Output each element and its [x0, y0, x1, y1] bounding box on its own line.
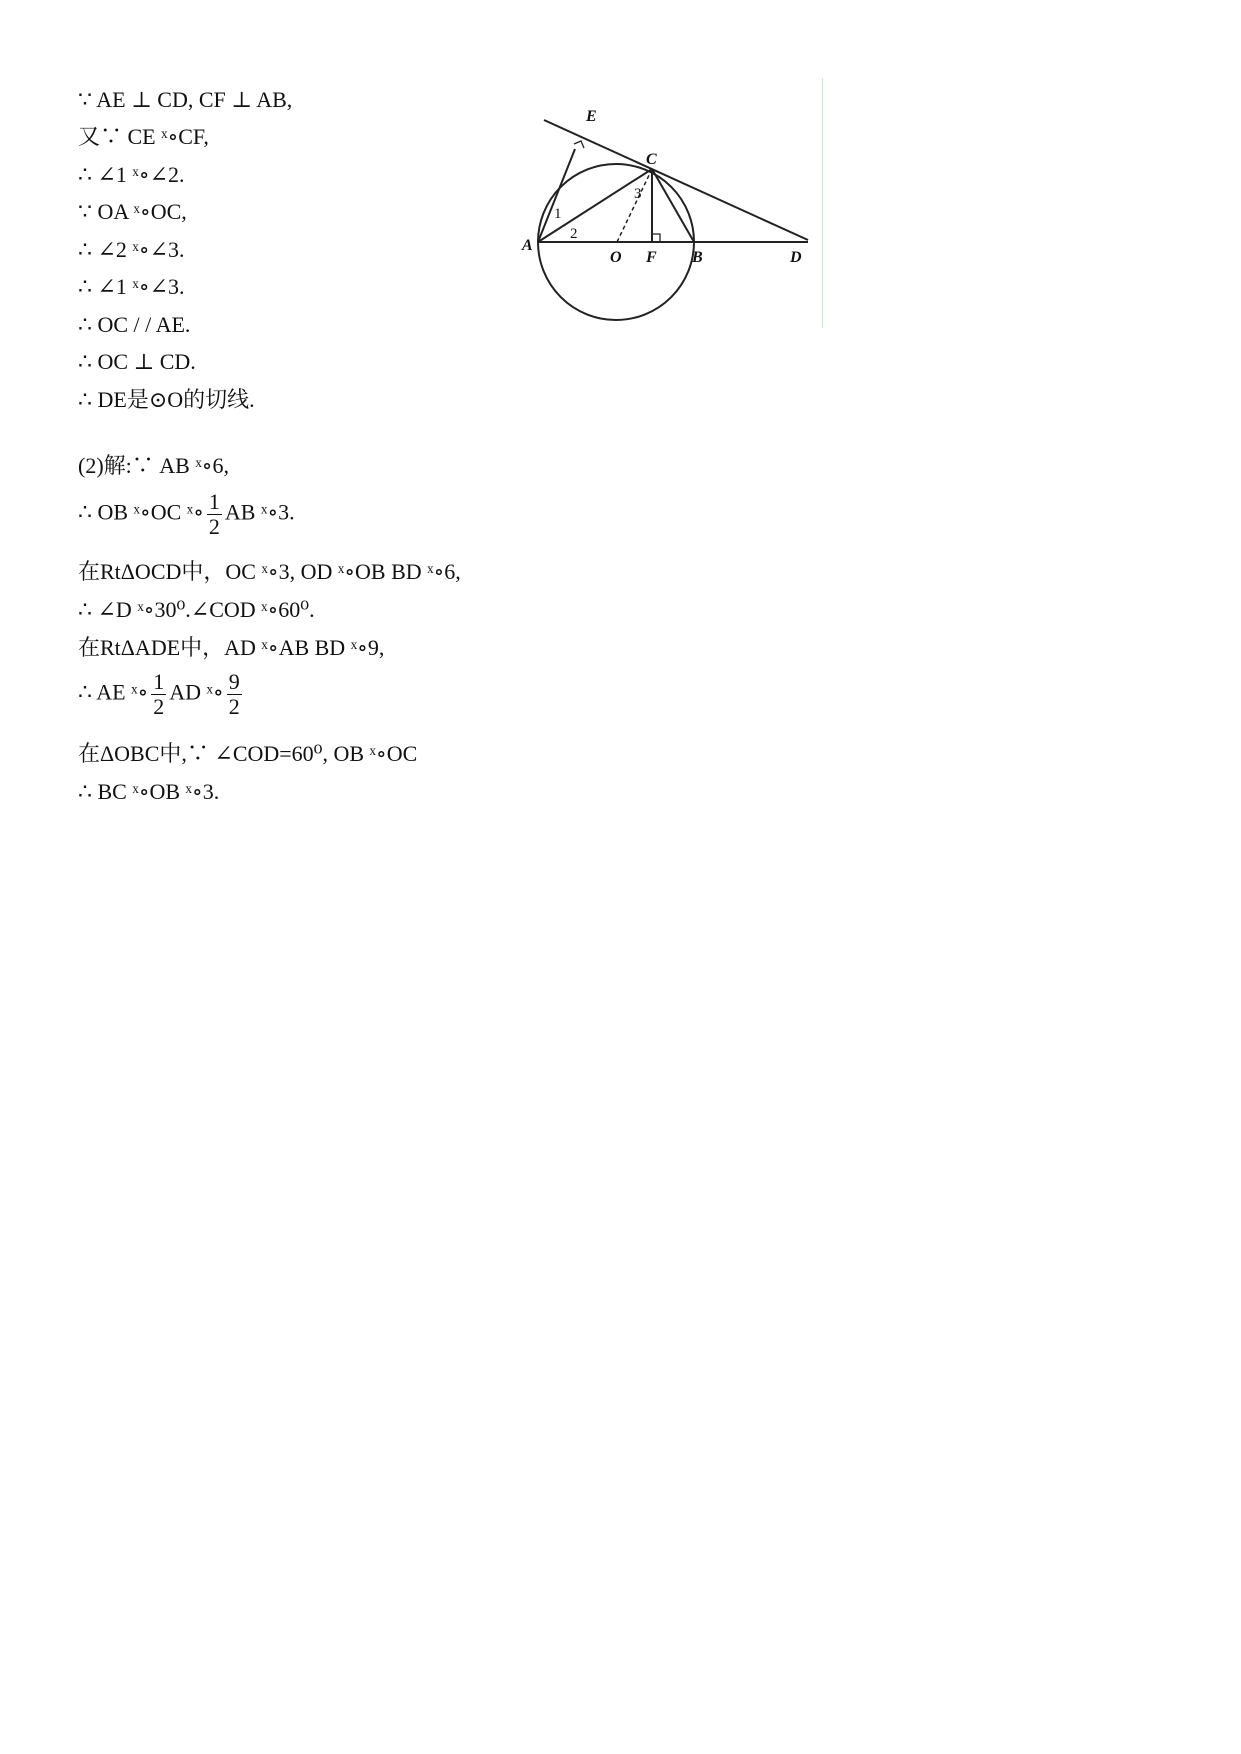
solution-line-6 — [78, 670, 245, 719]
proof-line-4: ∵ OA ˣ∘OC, — [78, 199, 187, 224]
fraction-denominator: 2 — [208, 514, 220, 539]
solution-line-2 — [78, 490, 295, 539]
solution-line-6-mid: AD ˣ∘ — [169, 679, 224, 705]
angle-label-3: 3 — [634, 186, 642, 202]
fraction-nine-halves — [227, 670, 242, 719]
segment-cb — [652, 169, 694, 242]
proof-line-1: ∵ AE ⊥ CD, CF ⊥ AB, — [78, 87, 293, 112]
fraction-half — [207, 490, 222, 539]
solution-line-7: 在ΔOBC中,∵ ∠COD=60⁰, OB ˣ∘OC — [78, 741, 418, 766]
label-e: E — [586, 108, 597, 125]
label-c: C — [646, 151, 657, 168]
tangent-line-ed — [544, 120, 808, 240]
right-angle-mark-f — [652, 234, 660, 242]
label-o: O — [610, 249, 622, 266]
fraction-numerator: 9 — [228, 669, 240, 694]
proof-line-3: ∴ ∠1 ˣ∘∠2. — [78, 162, 185, 187]
angle-label-2: 2 — [570, 226, 578, 242]
fraction-denominator: 2 — [153, 694, 165, 719]
proof-line-6: ∴ ∠1 ˣ∘∠3. — [78, 274, 185, 299]
solution-line-2-pre: ∴ OB ˣ∘OC ˣ∘ — [78, 499, 204, 525]
angle-label-1: 1 — [554, 206, 562, 222]
label-f: F — [646, 249, 657, 266]
solution-line-5: 在RtΔADE中，AD ˣ∘AB BD ˣ∘9, — [78, 635, 385, 660]
label-a: A — [522, 237, 533, 254]
solution-line-4: ∴ ∠D ˣ∘30⁰.∠COD ˣ∘60⁰. — [78, 597, 315, 622]
fraction-half — [151, 670, 166, 719]
fraction-numerator: 1 — [153, 669, 165, 694]
proof-line-7: ∴ OC / / AE. — [78, 312, 191, 337]
proof-line-2: 又∵ CE ˣ∘CF, — [78, 124, 209, 149]
solution-line-3: 在RtΔOCD中，OC ˣ∘3, OD ˣ∘OB BD ˣ∘6, — [78, 559, 461, 584]
solution-line-1: (2)解:∵ AB ˣ∘6, — [78, 453, 229, 478]
proof-line-9: ∴ DE是⊙O的切线. — [78, 387, 255, 412]
proof-line-5: ∴ ∠2 ˣ∘∠3. — [78, 237, 185, 262]
figure-border-line — [822, 78, 823, 328]
geometry-figure — [520, 78, 820, 328]
proof-line-8: ∴ OC ⊥ CD. — [78, 349, 196, 374]
right-angle-mark-e — [574, 141, 584, 148]
solution-line-2-post: AB ˣ∘3. — [224, 499, 295, 525]
label-d: D — [790, 249, 802, 266]
label-b: B — [692, 249, 703, 266]
solution-line-8: ∴ BC ˣ∘OB ˣ∘3. — [78, 779, 220, 804]
fraction-numerator: 1 — [208, 489, 220, 514]
fraction-denominator: 2 — [228, 694, 240, 719]
solution-line-6-pre: ∴ AE ˣ∘ — [78, 679, 149, 705]
